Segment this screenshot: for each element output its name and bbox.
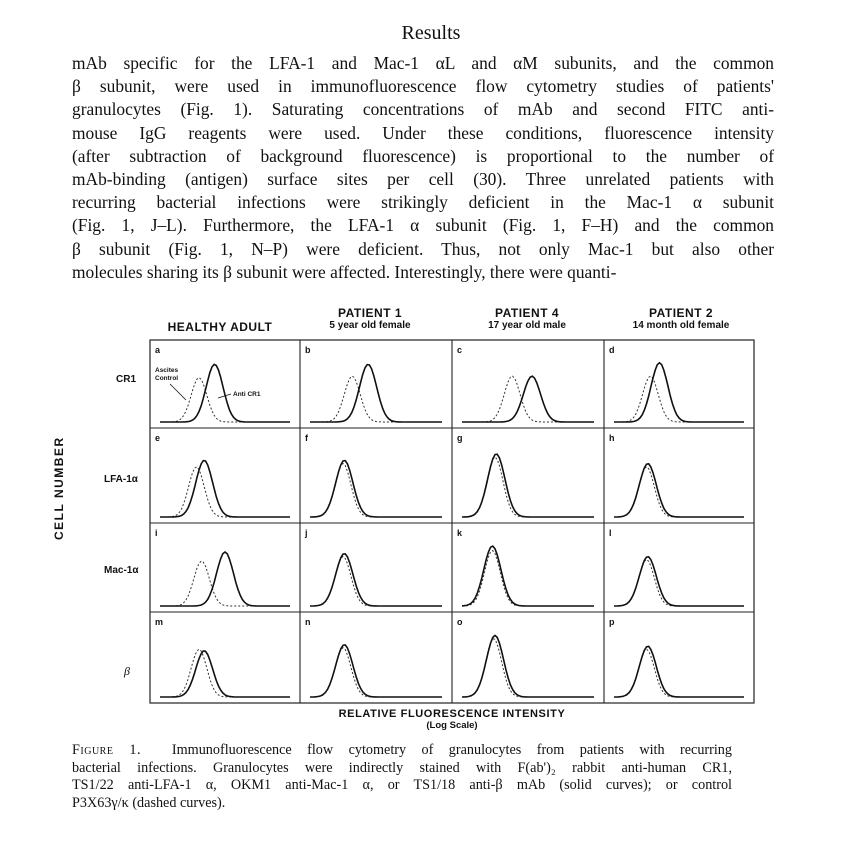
panel-letter: k bbox=[457, 528, 463, 538]
paragraph-line: β subunit (Fig. 1, N–P) were deficient. Thus, not only Mac-1 but also other bbox=[72, 238, 774, 259]
section-heading: Results bbox=[401, 22, 461, 44]
caption-line: P3X63γ/κ (dashed curves). bbox=[72, 794, 226, 811]
histogram-control-curve bbox=[614, 560, 744, 607]
histogram-antibody-curve bbox=[462, 454, 594, 517]
histogram-control-curve bbox=[614, 376, 744, 422]
panel-letter: d bbox=[609, 345, 615, 355]
histogram-control-curve bbox=[160, 378, 290, 422]
paragraph-line: mAb specific for the LFA-1 and Mac-1 αL and αM subunits, and the common bbox=[72, 53, 774, 73]
column-subtitle: 17 year old male bbox=[488, 320, 566, 331]
histogram-control-curve bbox=[462, 457, 594, 517]
annotation-antibody: Anti CR1 bbox=[233, 391, 261, 398]
panel-letter: f bbox=[305, 433, 308, 443]
histogram-antibody-curve bbox=[310, 554, 442, 606]
panel-letter: i bbox=[155, 528, 158, 538]
paragraph-line: mAb-binding (antigen) surface sites per cell (30). Three unrelated patients with bbox=[72, 169, 774, 190]
column-title: HEALTHY ADULT bbox=[167, 320, 273, 334]
figure-caption bbox=[72, 742, 732, 812]
column-subtitle: 14 month old female bbox=[632, 320, 730, 331]
caption-line bbox=[72, 742, 732, 760]
histogram-control-curve bbox=[160, 561, 290, 606]
histogram-antibody-curve bbox=[462, 376, 594, 422]
paragraph-line: β subunit, were used in immunofluorescence flow cytometry studies of patients' bbox=[72, 76, 774, 97]
histogram-control-curve bbox=[310, 648, 442, 697]
panel-letter: h bbox=[609, 433, 615, 443]
histogram-antibody-curve bbox=[614, 557, 744, 606]
annotation-control: Control bbox=[155, 375, 179, 382]
histogram-antibody-curve bbox=[310, 645, 442, 697]
histogram-control-curve bbox=[614, 467, 744, 517]
histogram-antibody-curve bbox=[310, 461, 442, 517]
row-label-beta: β bbox=[124, 664, 130, 678]
histogram-antibody-curve bbox=[160, 552, 290, 606]
x-axis-label: RELATIVE FLUORESCENCE INTENSITY bbox=[338, 708, 566, 720]
x-axis-sublabel: (Log Scale) bbox=[426, 720, 478, 731]
paragraph-line: granulocytes (Fig. 1). Saturating concentrations of mAb and second FITC anti- bbox=[72, 99, 774, 120]
column-title: PATIENT 2 bbox=[648, 306, 714, 320]
y-axis-label: CELL NUMBER bbox=[52, 436, 66, 540]
paragraph-line: mouse IgG reagents were used. Under these conditions, fluorescence intensity bbox=[72, 122, 774, 143]
histogram-antibody-curve bbox=[614, 646, 744, 697]
panel-letter: m bbox=[155, 617, 164, 627]
histogram-antibody-curve bbox=[160, 651, 290, 697]
panel-letter: o bbox=[457, 617, 463, 627]
annotation-control: Ascites bbox=[155, 367, 179, 374]
paragraph-line: (after subtraction of background fluorescence) is proportional to the number of bbox=[72, 145, 774, 166]
histogram-antibody-curve bbox=[160, 461, 290, 517]
column-title: PATIENT 1 bbox=[337, 306, 403, 320]
caption-label: Figure 1. bbox=[72, 742, 142, 758]
histogram-control-curve bbox=[310, 464, 442, 518]
caption-line: bacterial infections. Granulocytes were indirectly stained with F(ab')₂ rabbit anti-human CR1, bbox=[72, 759, 732, 776]
caption-text: Immunofluorescence flow cytometry of granulocytes from patients with recurring bbox=[171, 742, 732, 758]
histogram-control-curve bbox=[462, 376, 594, 422]
caption-line: TS1/22 anti-LFA-1 α, OKM1 anti-Mac-1 α, or TS1/18 anti-β mAb (solid curves); or control bbox=[72, 777, 732, 793]
x-axis-label-group bbox=[150, 708, 754, 731]
column-title: PATIENT 4 bbox=[494, 306, 560, 320]
histogram-antibody-curve bbox=[462, 635, 594, 697]
histogram-antibody-curve bbox=[614, 464, 744, 517]
paragraph-line: molecules sharing its β subunit were affected. Interestingly, there were quanti- bbox=[72, 261, 617, 282]
histogram-control-curve bbox=[160, 649, 290, 697]
histogram-control-curve bbox=[462, 639, 594, 697]
panel-letter: b bbox=[305, 345, 311, 355]
panel-letter: p bbox=[609, 617, 615, 627]
histogram-control-curve bbox=[160, 467, 290, 517]
panel-letter: e bbox=[155, 433, 161, 443]
paragraph-line: (Fig. 1, J–L). Furthermore, the LFA-1 α subunit (Fig. 1, F–H) and the common bbox=[72, 215, 774, 236]
histogram-control-curve bbox=[310, 557, 442, 607]
histogram-antibody-curve bbox=[310, 365, 442, 422]
panel-letter: g bbox=[457, 433, 463, 443]
column-subtitle: 5 year old female bbox=[329, 320, 411, 331]
histogram-antibody-curve bbox=[614, 363, 744, 422]
panel-letter: j bbox=[305, 528, 308, 538]
annotation-pointer bbox=[170, 384, 186, 400]
row-label-lfa1-alpha: LFA-1α bbox=[104, 474, 138, 485]
panel-letter: a bbox=[155, 345, 161, 355]
histogram-antibody-curve bbox=[462, 546, 594, 606]
histogram-control-curve bbox=[614, 649, 744, 697]
row-label-mac1-alpha: Mac-1α bbox=[104, 565, 139, 576]
panel-letter: c bbox=[457, 345, 463, 355]
panel-letter: l bbox=[609, 528, 612, 538]
paragraph-line: recurring bacterial infections were strikingly deficient in the Mac-1 α subunit bbox=[72, 192, 774, 213]
row-label-cr1: CR1 bbox=[116, 374, 137, 385]
panel-letter: n bbox=[305, 617, 311, 627]
